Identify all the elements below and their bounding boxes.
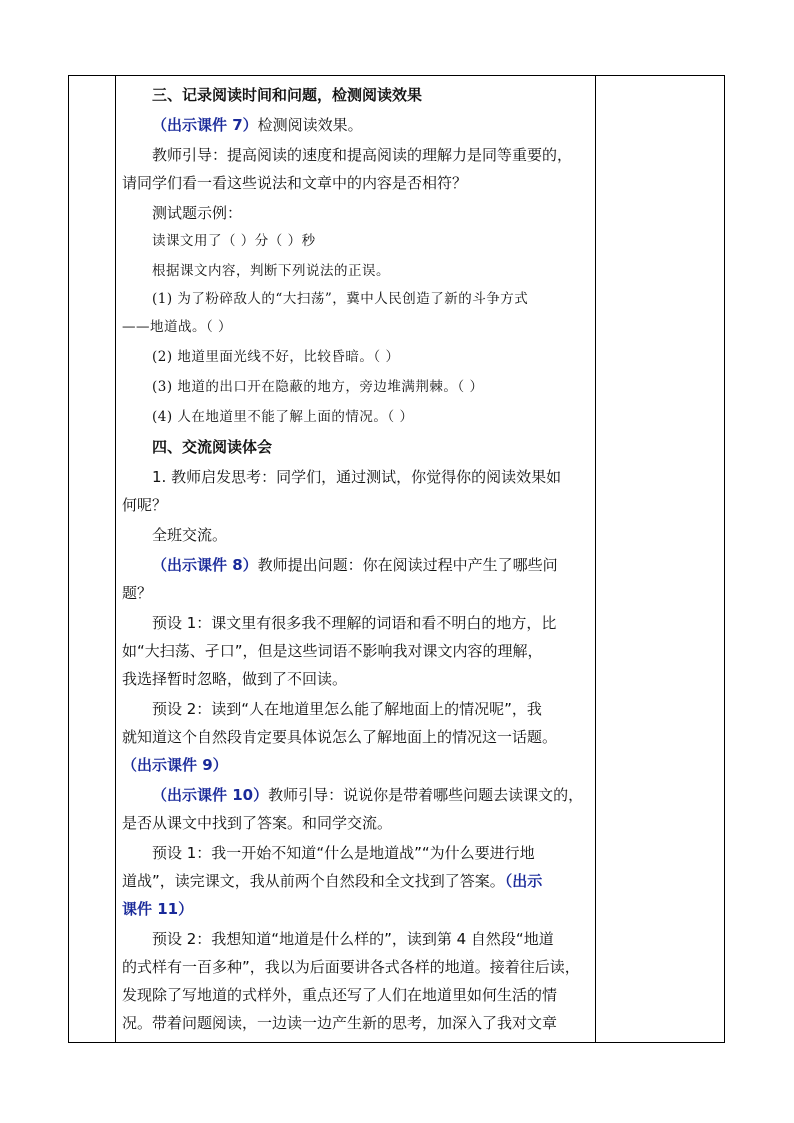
question-time: 读课文用了（ ）分（ ）秒 xyxy=(152,233,316,249)
courseware-11-label-mid: 示 xyxy=(527,872,543,890)
example-title: 测试题示例： xyxy=(152,204,243,222)
question-judge: 根据课文内容，判断下列说法的正误。 xyxy=(152,263,390,279)
section4-p5-line2: 就知道这个自然段肯定要具体说怎么了解地面上的情况这一话题。 xyxy=(122,728,558,746)
section3-guide-line2: 请同学们看一看这些说法和文章中的内容是否相符？ xyxy=(122,174,468,192)
section4-p8-line3: 发现除了写地道的式样外，重点还写了人们在地道里如何生活的情 xyxy=(122,986,558,1004)
section4-p7-text: 道战”，读完课文，我从前两个自然段和全文找到了答案。 xyxy=(122,872,505,890)
question-1-line1: (1) 为了粉碎敌人的“大扫荡”，冀中人民创造了新的斗争方式 xyxy=(152,291,529,307)
section4-p2: 全班交流。 xyxy=(152,526,228,544)
section4-p8-line4: 况。带着问题阅读，一边读一边产生新的思考，加深入了我对文章 xyxy=(122,1014,558,1032)
section4-p6-line2: 是否从课文中找到了答案。和同学交流。 xyxy=(122,814,393,832)
question-4: (4) 人在地道里不能了解上面的情况。（ ） xyxy=(152,409,414,425)
section4-p7-line1: 预设 1：我一开始不知道“什么是地道战”“为什么要进行地 xyxy=(152,844,535,862)
section4-p7-line2 xyxy=(122,871,588,891)
section4-p6-text: 教师引导：说说你是带着哪些问题去读课文的， xyxy=(268,786,584,804)
section3-guide-line1: 教师引导：提高阅读的速度和提高阅读的理解力是同等重要的， xyxy=(152,146,573,164)
courseware-11-label-end: 课件 11） xyxy=(122,900,194,918)
courseware-11-label-start: （出 xyxy=(504,872,528,890)
section4-p4-line1: 预设 1：课文里有很多我不理解的词语和看不明白的地方，比 xyxy=(152,614,557,632)
section4-p3-line1 xyxy=(152,555,588,575)
question-3: (3) 地道的出口开在隐蔽的地方，旁边堆满荆棘。（ ） xyxy=(152,379,484,395)
courseware-9-label: （出示课件 9） xyxy=(122,756,228,774)
lesson-content xyxy=(114,75,596,1043)
section3-courseware-line xyxy=(152,115,588,135)
courseware-8-label: （出示课件 8） xyxy=(152,556,258,574)
courseware-7-text: 检测阅读效果。 xyxy=(257,116,363,134)
section4-p4-line3: 我选择暂时忽略，做到了不回读。 xyxy=(122,670,348,688)
section4-p5-line1: 预设 2：读到“人在地道里怎么能了解地面上的情况呢”，我 xyxy=(152,700,542,718)
section4-p3-line2: 题？ xyxy=(122,584,153,602)
section4-p8-line1: 预设 2：我想知道“地道是什么样的”，读到第 4 自然段“地道 xyxy=(152,930,554,948)
courseware-7-label: （出示课件 7） xyxy=(152,116,258,134)
section4-p8-line2: 的式样有一百多种”，我以为后面要讲各式各样的地道。接着往后读， xyxy=(122,958,580,976)
question-1-line2: ——地道战。（ ） xyxy=(122,319,233,335)
section3-heading: 三、记录阅读时间和问题，检测阅读效果 xyxy=(152,86,423,104)
section4-p1-line2: 何呢？ xyxy=(122,496,168,514)
section4-heading: 四、交流阅读体会 xyxy=(152,438,273,456)
section4-p6-line1 xyxy=(152,785,588,805)
question-2: (2) 地道里面光线不好，比较昏暗。（ ） xyxy=(152,349,400,365)
section4-p4-line2: 如“大扫荡、孑口”，但是这些词语不影响我对课文内容的理解， xyxy=(122,642,543,660)
section4-p1-line1: 1. 教师启发思考：同学们，通过测试，你觉得你的阅读效果如 xyxy=(152,468,562,486)
courseware-10-label: （出示课件 10） xyxy=(152,786,269,804)
section4-p3-text: 教师提出问题：你在阅读过程中产生了哪些问 xyxy=(257,556,558,574)
